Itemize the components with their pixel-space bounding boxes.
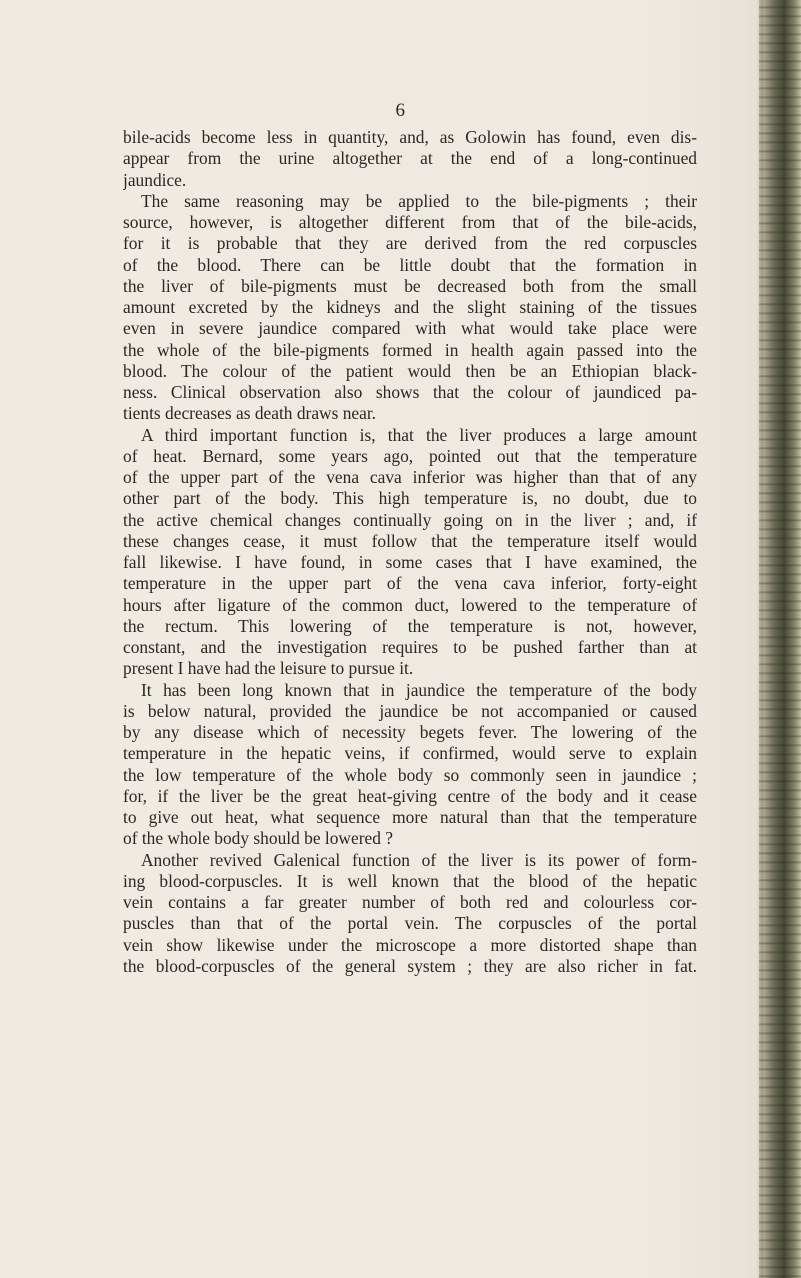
text-line: of the whole body should be lowered ? <box>123 828 393 849</box>
text-line: vein show likewise under the microscope a more distorted shape than <box>123 934 697 955</box>
text-line: for, if the liver be the great heat-giving centre of the body and it cease <box>123 785 697 806</box>
text-line: the whole of the bile-pigments formed in health again passed into the <box>123 339 697 360</box>
text-line: the low temperature of the whole body so commonly seen in jaundice ; <box>123 764 697 785</box>
text-line: temperature in the hepatic veins, if confirmed, would serve to explain <box>123 743 697 764</box>
text-line: even in severe jaundice compared with what would take place were <box>123 318 697 339</box>
text-line: present I have had the leisure to pursue it. <box>123 658 414 679</box>
text-line: blood. The colour of the patient would then be an Ethiopian black- <box>123 360 697 381</box>
text-line: A third important function is, that the liver produces a large amount <box>141 424 697 445</box>
text-line: tients decreases as death draws near. <box>123 403 377 424</box>
text-line: for it is probable that they are derived from the red corpuscles <box>123 233 697 254</box>
text-line: vein contains a far greater number of both red and colourless cor- <box>123 892 697 912</box>
text-line: the rectum. This lowering of the temperature is not, however, <box>123 615 697 636</box>
text-line: temperature in the upper part of the vena cava inferior, forty-eight <box>123 573 697 594</box>
text-line: amount excreted by the kidneys and the slight staining of the tissues <box>123 297 697 317</box>
text-line: bile-acids become less in quantity, and, as Golowin has found, even dis- <box>123 127 697 147</box>
text-line: puscles than that of the portal vein. The corpuscles of the portal <box>123 913 697 934</box>
book-binding-edge <box>759 0 801 1278</box>
text-line: fall likewise. I have found, in some cases that I have examined, the <box>123 552 697 572</box>
text-line: of the blood. There can be little doubt that the formation in <box>123 254 697 275</box>
text-line: appear from the urine altogether at the end of a long-continued <box>123 148 697 169</box>
text-line: constant, and the investigation requires to be pushed farther than at <box>123 637 697 657</box>
text-line: of the upper part of the vena cava inferior was higher than that of any <box>123 467 697 487</box>
text-line: the liver of bile-pigments must be decreased both from the small <box>123 275 697 296</box>
text-line: by any disease which of necessity begets fever. The lowering of the <box>123 722 697 742</box>
text-line: the blood-corpuscles of the general system ; they are also richer in fat. <box>123 955 697 976</box>
text-line: Another revived Galenical function of the liver is its power of form- <box>141 849 697 870</box>
text-line: other part of the body. This high temperature is, no doubt, due to <box>123 488 697 509</box>
page-number: 6 <box>395 100 406 121</box>
text-line: is below natural, provided the jaundice be not accompanied or caused <box>123 700 697 721</box>
text-line: of heat. Bernard, some years ago, pointed out that the temperature <box>123 445 697 466</box>
body-text <box>123 127 697 977</box>
text-line: source, however, is altogether different from that of the bile-acids, <box>123 212 697 232</box>
text-line: jaundice. <box>123 169 187 190</box>
text-line: hours after ligature of the common duct, lowered to the temperature of <box>123 594 697 615</box>
text-line: these changes cease, it must follow that the temperature itself would <box>123 530 697 551</box>
text-line: It has been long known that in jaundice the temperature of the body <box>141 679 697 700</box>
text-line: ness. Clinical observation also shows that the colour of jaundiced pa- <box>123 382 697 402</box>
text-line: The same reasoning may be applied to the bile-pigments ; their <box>141 190 697 211</box>
text-line: ing blood-corpuscles. It is well known that the blood of the hepatic <box>123 870 697 891</box>
text-line: to give out heat, what sequence more natural than that the temperature <box>123 807 697 827</box>
text-line: the active chemical changes continually going on in the liver ; and, if <box>123 509 697 530</box>
